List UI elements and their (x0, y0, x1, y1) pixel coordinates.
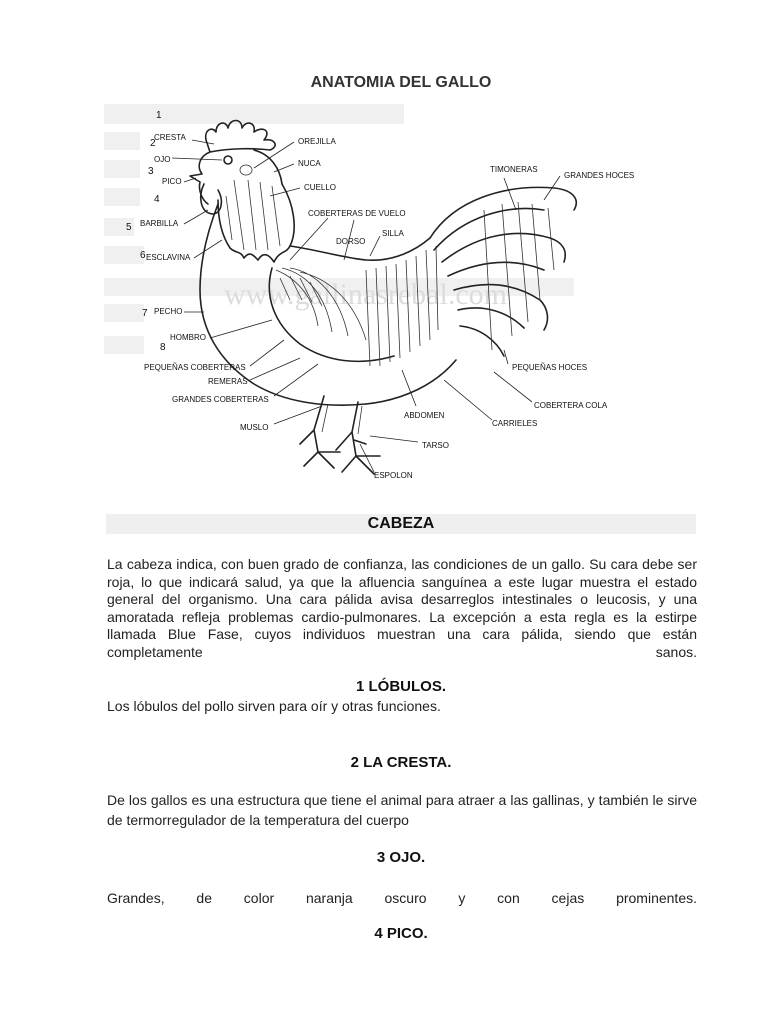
watermark: www.gallinasrebal.com (224, 278, 507, 311)
paragraph-ojo: Grandes, de color naranja oscuro y con cejas prominentes. (107, 890, 697, 906)
heading-ojo: 3 OJO. (376, 849, 426, 866)
rooster-diagram (104, 100, 664, 500)
number-strip (104, 160, 140, 178)
number-strip (104, 336, 144, 354)
label-dorso: DORSO (336, 237, 366, 246)
paragraph-cabeza: La cabeza indica, con buen grado de confianza, las condiciones de un gallo. Su cara debe ser roja, lo que indicará salud, ya que la afluencia sanguínea a este lugar muestra el estado general del organismo. Una cara pálida avisa desarreglos intestinales o leucosis, y una amoratada refleja problemas cardio-pulmonares. La excepción a esta regla es la estirpe llamada Blue Fase, cuyos individuos muestran una cara pálida, siendo que están completamente sanos. (107, 556, 697, 660)
label-hombro: HOMBRO (170, 333, 206, 342)
label-grandes-hoces: GRANDES HOCES (564, 171, 635, 180)
heading-pico: 4 PICO. (374, 925, 428, 942)
number-strip (104, 188, 140, 206)
label-ojo: OJO (154, 155, 171, 164)
label-espolon: ESPOLON (374, 471, 413, 480)
label-barbilla: BARBILLA (140, 219, 179, 228)
figure-number-7: 7 (142, 308, 148, 319)
figure-number-4: 4 (154, 194, 160, 205)
number-strip (104, 132, 140, 150)
document-title: ANATOMIA DEL GALLO (310, 74, 492, 91)
label-timoneras: TIMONERAS (490, 165, 538, 174)
label-orejilla: OREJILLA (298, 137, 336, 146)
section-heading-cabeza: CABEZA (106, 514, 696, 534)
label-grandes-coberteras: GRANDES COBERTERAS (172, 395, 269, 404)
label-cuello: CUELLO (304, 183, 337, 192)
paragraph-lobulos: Los lóbulos del pollo sirven para oír y otras funciones. (107, 698, 441, 714)
label-cresta: CRESTA (154, 133, 186, 142)
rooster-anatomy-figure (104, 100, 664, 500)
figure-number-3: 3 (148, 166, 154, 177)
figure-number-6: 6 (140, 250, 146, 261)
label-pecho: PECHO (154, 307, 183, 316)
label-tarso: TARSO (422, 441, 449, 450)
label-muslo: MUSLO (240, 423, 269, 432)
label-coberteras-vuelo: COBERTERAS DE VUELO (308, 209, 406, 218)
label-pequenas-coberteras: PEQUEÑAS COBERTERAS (144, 363, 246, 372)
heading-lobulos: 1 LÓBULOS. (355, 678, 446, 695)
label-abdomen: ABDOMEN (404, 411, 445, 420)
label-esclavina: ESCLAVINA (146, 253, 191, 262)
number-strip (104, 304, 144, 322)
figure-number-1: 1 (156, 110, 162, 121)
figure-number-2: 2 (150, 138, 156, 149)
heading-cresta: 2 LA CRESTA. (350, 754, 452, 771)
label-pequenas-hoces: PEQUEÑAS HOCES (512, 363, 588, 372)
paragraph-cresta: De los gallos es una estructura que tiene el animal para atraer a las gallinas, y también le sirve de termorregulador de la temperatura del cuerpo (107, 792, 697, 828)
figure-number-8: 8 (160, 342, 166, 353)
label-carrieles: CARRIELES (492, 419, 538, 428)
label-pico: PICO (162, 177, 182, 186)
label-nuca: NUCA (298, 159, 321, 168)
figure-number-5: 5 (126, 222, 132, 233)
label-remeras: REMERAS (208, 377, 248, 386)
label-cobertera-cola: COBERTERA COLA (534, 401, 608, 410)
label-silla: SILLA (382, 229, 404, 238)
number-strip (104, 104, 404, 124)
number-strip (104, 246, 144, 264)
